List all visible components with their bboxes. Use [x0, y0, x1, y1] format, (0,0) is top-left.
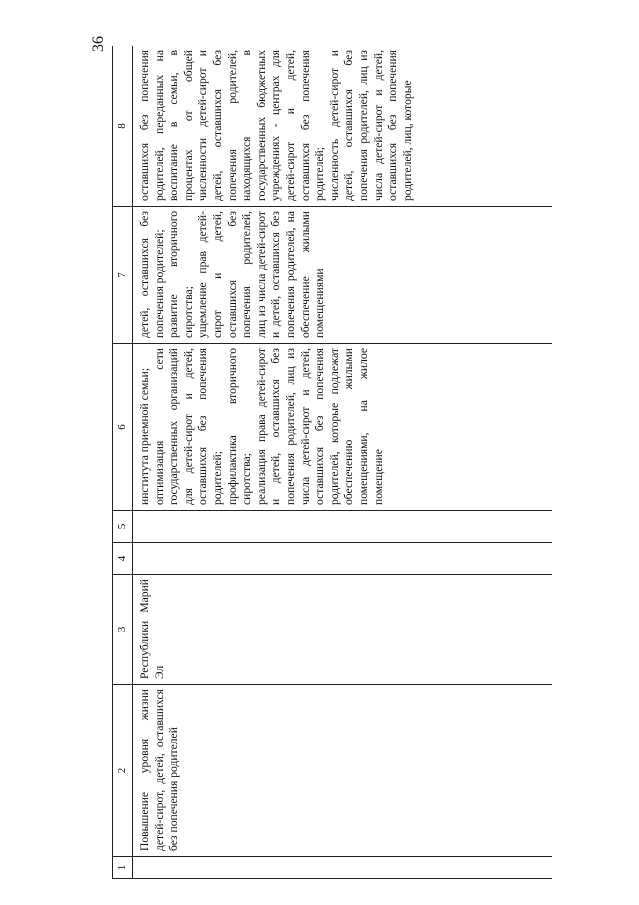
cell-indicators: оставшихся без попечения родителей, переданных на воспитание в семьи, в процентах от общей численности детей-сирот и детей, оставшихся без попечения родителей, находящихся в государственных бюджетных учреждениях - центрах для детей-сирот и детей, оставшихся без попечения родителей; численность детей-сирот и детей, оставшихся без попечения родителей, лиц из числа детей-сирот и детей, оставшихся без попечения родителей, лиц, которые [133, 46, 553, 207]
cell-col-5 [133, 511, 553, 543]
cell-col-1 [133, 857, 553, 879]
header-col-1: 1 [113, 857, 133, 879]
table-container [112, 46, 552, 879]
header-row [113, 46, 133, 879]
cell-executor: Республики Марий Эл [133, 575, 553, 685]
cell-task-description: Повышение уровня жизни детей-сирот, детей, оставшихся без попечения родителей [133, 685, 553, 857]
program-table [112, 46, 552, 879]
cell-consequences: детей, оставшихся без попечения родителей; развитие вторичного сиротства; ущемление прав детей-сирот и детей, оставшихся без попечения родителей, лиц из числа детей-сирот и детей, оставшихся без попечения родителей, на обеспечение жилыми помещениями [133, 207, 553, 344]
table-row [133, 46, 553, 879]
cell-col-4 [133, 543, 553, 575]
header-col-2: 2 [113, 685, 133, 857]
header-col-4: 4 [113, 543, 133, 575]
header-col-3: 3 [113, 575, 133, 685]
cell-measures: института приемной семьи; оптимизация сети государственных организаций для детей-сирот и детей, оставшихся без попечения родителей; профилактика вторичного сиротства; реализация права детей-сирот и детей, оставшихся без попечения родителей, лиц из числа детей-сирот и детей, оставшихся без попечения родителей, которые подлежат обеспечению жилыми помещениями, на жилое помещение [133, 344, 553, 511]
header-col-6: 6 [113, 344, 133, 511]
page-number: 36 [90, 36, 107, 52]
header-col-7: 7 [113, 207, 133, 344]
header-col-5: 5 [113, 511, 133, 543]
header-col-8: 8 [113, 46, 133, 207]
rotated-page-content [112, 46, 552, 879]
